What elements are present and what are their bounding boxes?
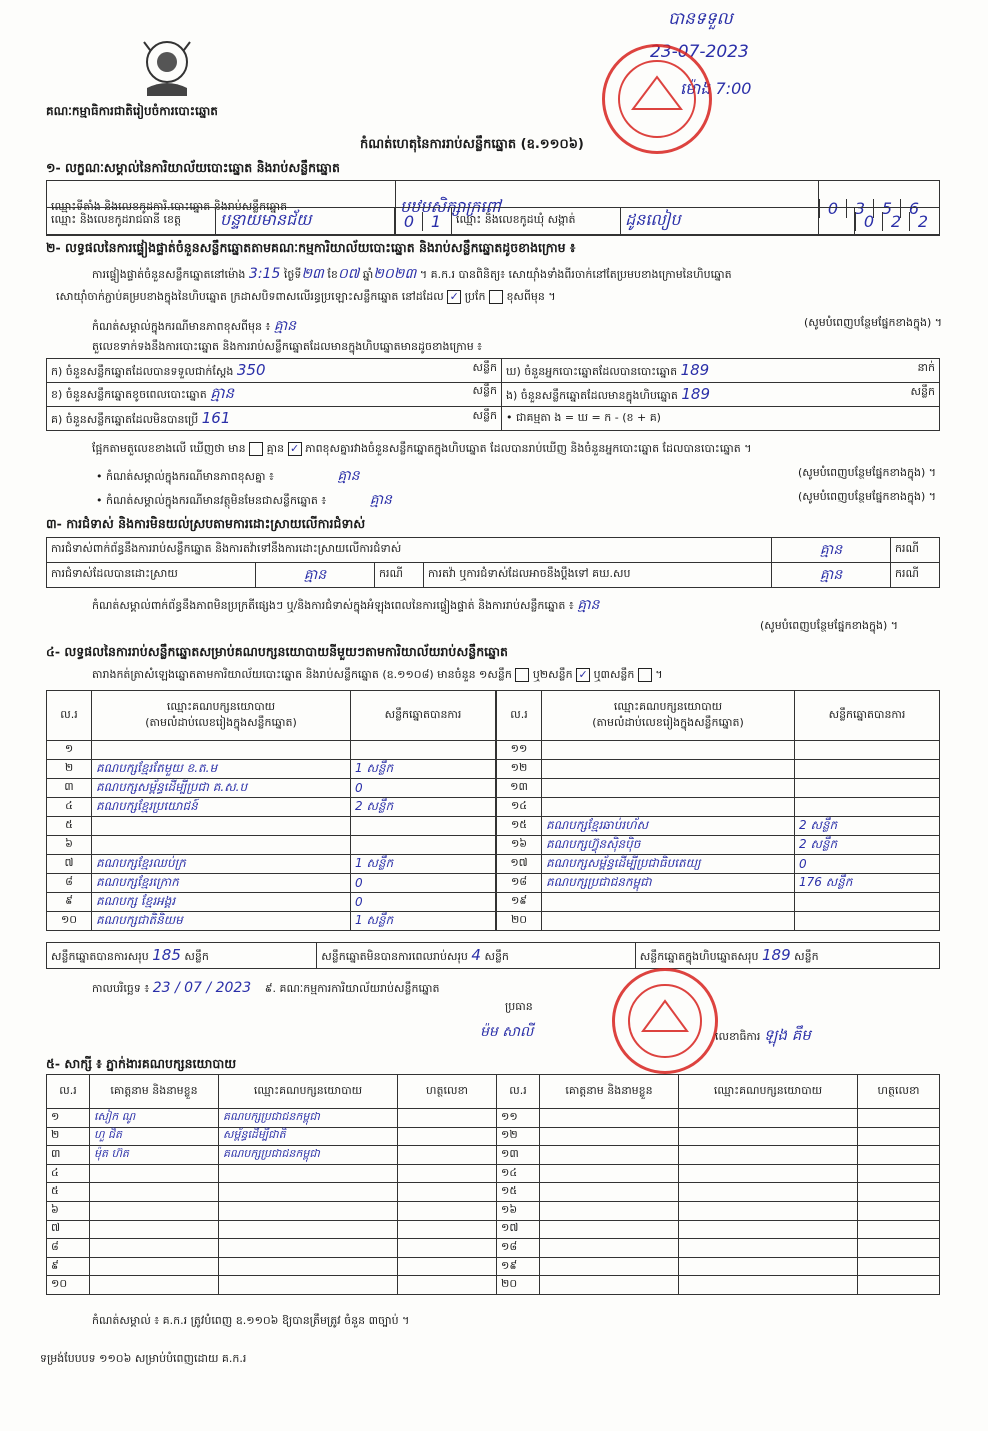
totals-table: [46, 942, 940, 969]
result-row: [47, 817, 496, 836]
result-no: ១: [47, 741, 92, 760]
witness-signature: [858, 1164, 940, 1183]
section5-footnote: កំណត់សម្គាល់ ៖ គ.ក.រ ត្រូវបំពេញ ឧ.១១០៦ ឱ្យបានត្រឹមត្រូវ ចំនួន ៣ច្បាប់ ។: [92, 1314, 410, 1327]
result-no: ៨: [47, 874, 92, 893]
result-row: [47, 912, 496, 931]
result-party: គណបក្សសម្ព័ន្ធដើម្បីប្រជា គ.ស.ប: [92, 779, 351, 798]
result-votes: [795, 779, 940, 798]
witness-signature: [398, 1257, 497, 1276]
result-party: គណបក្សខ្មែរតែមួយ ខ.ត.ម: [92, 760, 351, 779]
count-c: គ) ចំនួនសន្លឹកឆ្នោតដែលមិនបានប្រើ 161 សន្លឹក: [47, 407, 502, 431]
witness-signature: [398, 1109, 497, 1128]
witness-party: [219, 1276, 398, 1295]
witness-name: [540, 1201, 679, 1220]
witness-name: [540, 1257, 679, 1276]
witness-name: [540, 1164, 679, 1183]
witness-no: ១៣: [497, 1146, 540, 1165]
section2-intro: តួលេខទាក់ទងនឹងការបោះឆ្នោត និងការរាប់សន្លឹកឆ្នោតដែលមានក្នុងហិបឆ្នោតមានដូចខាងក្រោម ៖: [92, 340, 483, 353]
witness-party: [679, 1257, 858, 1276]
result-votes: [795, 760, 940, 779]
result-party: គណបក្សសម្ព័ន្ធដើម្បីប្រជាធិបតេយ្យ: [542, 855, 795, 874]
station-value: បឋមសិក្សាក្រពៅ: [396, 181, 819, 236]
result-row: [47, 760, 496, 779]
result-party: [92, 817, 351, 836]
witness-party: [679, 1109, 858, 1128]
total-box: សន្លឹកឆ្នោតក្នុងហិបឆ្នោតសរុប 189 សន្លឹក: [635, 943, 939, 969]
result-party: [542, 912, 795, 931]
result-votes: 1 សន្លឹក: [351, 855, 496, 874]
chair-signature: ម៉ម សាលី: [480, 1024, 534, 1040]
commune-code: 0 2 2: [855, 208, 940, 235]
col-no: ល.រ: [497, 691, 542, 741]
witness-row: [47, 1239, 940, 1258]
witness-signature: [858, 1239, 940, 1258]
objection-row2b-val: គ្មាន: [772, 563, 891, 588]
objection-row2b: ការតវ៉ា ឬការជំទាស់ដែលអាចនឹងប្តឹងទៅ គឃ.សប: [424, 563, 772, 588]
result-party: គណបក្សខ្មែរឆាប់រហ័ស: [542, 817, 795, 836]
result-no: ៦: [47, 836, 92, 855]
witness-party: [219, 1183, 398, 1202]
result-votes: [795, 893, 940, 912]
witness-name: [90, 1164, 219, 1183]
result-row: [497, 893, 940, 912]
witness-no: ១៥: [497, 1183, 540, 1202]
station-label: ឈ្មោះទីតាំង និងលេខកូដការិ.បោះឆ្នោត និងរាប់សន្លឹកឆ្នោត: [47, 181, 396, 236]
witness-no: ១១: [497, 1109, 540, 1128]
result-votes: 1 សន្លឹក: [351, 760, 496, 779]
witness-no: ១: [47, 1109, 90, 1128]
receipt-time: ម៉ោង 7:00: [680, 79, 752, 98]
witness-signature: [398, 1220, 497, 1239]
col-no: ល.រ: [47, 691, 92, 741]
result-votes: [795, 912, 940, 931]
bullet1: • កំណត់សម្គាល់ក្នុងករណីមានភាពខុសគ្នា ៖ គ្មាន (សូមបំពេញបន្ថែមផ្នែកខាងក្នុង) ។: [96, 466, 936, 484]
witness-header: ល.រ គោត្តនាម និងនាមខ្លួន ឈ្មោះគណបក្សនយោបាយ ហត្ថលេខា ល.រ គោត្តនាម និងនាមខ្លួន ឈ្មោះគណបក្សនយោបាយ ហត្ថលេខា: [47, 1075, 940, 1109]
witness-party: [679, 1164, 858, 1183]
official-seal-bottom: [612, 968, 718, 1074]
result-votes: [795, 741, 940, 760]
result-votes: 0: [795, 855, 940, 874]
result-votes: 0: [351, 893, 496, 912]
official-seal-top: [602, 44, 712, 154]
bullet2: • កំណត់សម្គាល់ក្នុងករណីមានវត្ថុមិនមែនជាសន្លឹកឆ្នោត ៖ គ្មាន (សូមបំពេញបន្ថែមផ្នែកខាងក្នុង) ។: [96, 490, 936, 508]
objection-unit3: ករណី: [891, 563, 940, 588]
result-row: [497, 760, 940, 779]
section3-title: ៣- ការជំទាស់ និងការមិនយល់ស្របតាមការដោះស្រាយលើការជំទាស់: [46, 516, 366, 531]
witness-name: [540, 1109, 679, 1128]
witness-no: ២០: [497, 1276, 540, 1295]
witness-no: ៤: [47, 1164, 90, 1183]
witness-party: គណបក្សប្រជាជនកម្ពុជា: [219, 1146, 398, 1165]
result-votes: 2 សន្លឹក: [795, 817, 940, 836]
witness-no: ៣: [47, 1146, 90, 1165]
result-votes: 0: [351, 874, 496, 893]
witness-party: [679, 1239, 858, 1258]
result-no: ៥: [47, 817, 92, 836]
witness-name: [90, 1257, 219, 1276]
section2-note: កំណត់សម្គាល់ក្នុងករណីមានភាពខុសពីមុន ៖ គ្មាន (សូមបំពេញបន្ថែមផ្នែកខាងក្នុង) ។: [92, 316, 942, 334]
result-no: ១២: [497, 760, 542, 779]
witness-no: ១០: [47, 1276, 90, 1295]
witness-row: [47, 1201, 940, 1220]
org-name: គណៈកម្មាធិការជាតិរៀបចំការបោះឆ្នោត: [46, 104, 218, 118]
section2-para2: សោយ៉ាំចាក់ភ្ជាប់គម្របខាងក្នុងនៃហិបឆ្នោត ក្រដាសបិទពាសលើរន្ធប្រឡោះសន្លឹកឆ្នោត នៅដដែល ✓ ប្រកែ ខុសពីមុន ។: [56, 290, 556, 303]
count-e: ង) ចំនួនសន្លឹកឆ្នោតដែលមានក្នុងហិបឆ្នោត 189 សន្លឹក: [502, 383, 940, 407]
counts-table: [46, 358, 940, 431]
witness-name: [90, 1239, 219, 1258]
witness-signature: [858, 1201, 940, 1220]
result-votes: 1 សន្លឹក: [351, 912, 496, 931]
witness-signature: [858, 1183, 940, 1202]
result-party: [92, 741, 351, 760]
section4-intro: តារាងកត់ត្រាសំឡេងឆ្នោតតាមការិយាល័យបោះឆ្នោត និងរាប់សន្លឹកឆ្នោត (ឧ.១១០៨) មានចំនួន ១សន្លឹក ឬ២សន្លឹក ✓ ឬ៣សន្លឹក ។: [92, 668, 663, 681]
witness-no: ៥: [47, 1183, 90, 1202]
witness-signature: [398, 1201, 497, 1220]
result-no: ៤: [47, 798, 92, 817]
section3-fill-back: (សូមបំពេញបន្ថែមផ្នែកខាងក្នុង) ។: [760, 619, 899, 632]
nec-emblem: [140, 38, 194, 102]
witness-signature: [858, 1257, 940, 1276]
witness-no: ១៩: [497, 1257, 540, 1276]
result-party: គណបក្សខ្មែរឈប់ក្រ: [92, 855, 351, 874]
result-votes: [351, 817, 496, 836]
result-row: [47, 874, 496, 893]
witness-signature: [858, 1220, 940, 1239]
result-party: គណបក្សជាតិនិយម: [92, 912, 351, 931]
has-diff-checkbox[interactable]: [249, 442, 263, 456]
result-votes: [351, 836, 496, 855]
witness-name: [540, 1146, 679, 1165]
witness-name: [90, 1201, 219, 1220]
sheets-3-checkbox[interactable]: [638, 668, 652, 682]
witness-party: [219, 1257, 398, 1276]
result-party: [92, 836, 351, 855]
compare-line: ផ្អែកតាមតួលេខខាងលើ ឃើញថា មាន គ្មាន ✓ ភាពខុសគ្នារវាងចំនួនសន្លឹកឆ្នោតក្នុងហិបឆ្នោត ដែលបានរាប់ឃើញ និងចំនួនអ្នកបោះឆ្នោត ដែលបានបោះឆ្នោត ។: [92, 442, 752, 455]
objection-row2a: ការជំទាស់ដែលបានដោះស្រាយ: [47, 563, 256, 588]
witness-name: [540, 1127, 679, 1146]
total-valid: សន្លឹកឆ្នោតបានការសរុប 185 សន្លឹក: [47, 943, 317, 969]
witness-row: [47, 1164, 940, 1183]
result-no: ១៦: [497, 836, 542, 855]
result-no: ៣: [47, 779, 92, 798]
province-value: បន្ទាយមានជ័យ: [216, 208, 395, 235]
witness-signature: [858, 1276, 940, 1295]
witness-signature: [398, 1164, 497, 1183]
witness-row: [47, 1127, 940, 1146]
result-party: [542, 893, 795, 912]
witness-name: [90, 1220, 219, 1239]
sheets-1-checkbox[interactable]: [515, 668, 529, 682]
witness-no: ៩: [47, 1257, 90, 1276]
results-table-right: [496, 690, 940, 931]
section2-para1: ការផ្ទៀងផ្ទាត់ចំនួនសន្លឹកឆ្នោតនៅម៉ោង 3:15 ថ្ងៃទី២៣ ខែ០៧ ឆ្នាំ២០២៣ ។ គ.ក.រ បានពិនិត្យ៖ សោយ៉ាំងទាំងពីរចាក់នៅតែប្រមបខាងក្រោមនៃហិបឆ្នោត: [92, 266, 732, 282]
result-no: ២: [47, 760, 92, 779]
witness-row: [47, 1146, 940, 1165]
result-row: [497, 817, 940, 836]
result-party: គណបក្សហ៊្វុនស៊ិនប៉ិច: [542, 836, 795, 855]
witness-party: [219, 1164, 398, 1183]
witness-no: ១៧: [497, 1220, 540, 1239]
result-no: ១១: [497, 741, 542, 760]
station-code: 0 3 5 6: [819, 181, 940, 236]
witness-signature: [398, 1239, 497, 1258]
objection-table: [46, 537, 940, 588]
result-party: [542, 779, 795, 798]
witness-signature: [398, 1183, 497, 1202]
result-party: [542, 798, 795, 817]
province-label: ឈ្មោះ និងលេខកូដរាជធានី ខេត្ត: [47, 208, 216, 235]
witness-name: ហួ ជិត: [90, 1127, 219, 1146]
result-row: [497, 836, 940, 855]
witness-party: [679, 1220, 858, 1239]
witness-row: [47, 1276, 940, 1295]
result-no: ៧: [47, 855, 92, 874]
commune-value: ដូនលៀប: [621, 208, 855, 235]
col-votes: សន្លឹកឆ្នោតបានការ: [351, 691, 496, 741]
result-row: [47, 798, 496, 817]
result-party: គណបក្សខ្មែរប្រយោជន៍: [92, 798, 351, 817]
receipt-date: 23-07-2023: [650, 42, 749, 62]
result-no: ១៣: [497, 779, 542, 798]
witness-signature: [858, 1109, 940, 1128]
objection-row1: ការជំទាស់ពាក់ព័ន្ធនឹងការរាប់សន្លឹកឆ្នោត និងការតវ៉ាទៅនឹងការដោះស្រាយលើការជំទាស់: [47, 538, 772, 563]
formula: • ជាគម្មតា ង = ឃ = ក - (ខ + គ): [502, 407, 940, 431]
witness-signature: [858, 1146, 940, 1165]
form-title: កំណត់ហេតុនៃការរាប់សន្លឹកឆ្នោត (ឧ.១១០៦): [360, 137, 584, 152]
result-row: [497, 798, 940, 817]
result-row: [497, 912, 940, 931]
result-no: ១៩: [497, 893, 542, 912]
result-row: [497, 779, 940, 798]
witness-no: ១២: [497, 1127, 540, 1146]
witness-party: សម្ព័ន្ធដើម្បីជាតិ: [219, 1127, 398, 1146]
witness-no: ៦: [47, 1201, 90, 1220]
witness-name: [90, 1276, 219, 1295]
secretary-line: លេខាធិការ ឡុង គឹម: [715, 1026, 811, 1044]
witness-party: [219, 1239, 398, 1258]
result-party: [542, 760, 795, 779]
witness-party: គណបក្សប្រជាជនកម្ពុជា: [219, 1109, 398, 1128]
objection-row1-val: គ្មាន: [772, 538, 891, 563]
witness-name: [540, 1183, 679, 1202]
witness-name: [90, 1183, 219, 1202]
result-votes: 2 សន្លឹក: [795, 836, 940, 855]
result-party: គណបក្សខ្មែរក្រោក: [92, 874, 351, 893]
witness-no: ៧: [47, 1220, 90, 1239]
result-row: [47, 893, 496, 912]
date-line: កាលបរិច្ឆេទ ៖ 23 / 07 / 2023 ៩. គណៈកម្មការការិយាល័យរាប់សន្លឹកឆ្នោត: [92, 980, 440, 996]
sheets-2-checkbox[interactable]: ✓: [576, 668, 590, 682]
witness-row: [47, 1183, 940, 1202]
section3-note: កំណត់សម្គាល់ពាក់ព័ន្ធនឹងភាពមិនប្រក្រតីផ្សេងៗ ឬ/និងការជំទាស់ក្នុងអំឡុងពេលនៃការផ្ទៀងផ្ទាត់ និងការរាប់សន្លឹកឆ្នោត ៖ គ្មាន: [92, 597, 600, 613]
witness-no: ២: [47, 1127, 90, 1146]
witness-party: [219, 1201, 398, 1220]
total-invalid: សន្លឹកឆ្នោតមិនបានការពេលរាប់សរុប 4 សន្លឹក: [317, 943, 636, 969]
objection-unit2: ករណី: [375, 563, 424, 588]
receipt-label: បានទទួល: [668, 9, 733, 29]
result-party: គណបក្សប្រជាជនកម្ពុជា: [542, 874, 795, 893]
result-no: ៩: [47, 893, 92, 912]
result-no: ១៧: [497, 855, 542, 874]
chair-label: ប្រធាន: [505, 1000, 533, 1013]
objection-row2a-val: គ្មាន: [256, 563, 375, 588]
result-no: ១៨: [497, 874, 542, 893]
section2-title: ២- លទ្ធផលនៃការផ្ទៀងផ្ទាត់ចំនួនសន្លឹកឆ្នោតតាមគណៈកម្មការិយាល័យបោះឆ្នោត និងរាប់សន្លឹកឆ្នោតដូចខាងក្រោម ៖: [46, 240, 576, 255]
result-votes: [795, 798, 940, 817]
witness-name: [540, 1239, 679, 1258]
witness-no: ១៦: [497, 1201, 540, 1220]
no-diff-checkbox[interactable]: ✓: [288, 442, 302, 456]
witness-row: [47, 1257, 940, 1276]
witness-signature: [398, 1127, 497, 1146]
province-code: 0 1: [395, 208, 452, 235]
result-no: ១៤: [497, 798, 542, 817]
result-row: [497, 874, 940, 893]
result-no: ២០: [497, 912, 542, 931]
result-row: [47, 779, 496, 798]
col-party: ឈ្មោះគណបក្សនយោបាយ (តាមលំដាប់លេខរៀងក្នុងសន្លឹកឆ្នោត): [542, 691, 795, 741]
result-no: ១០: [47, 912, 92, 931]
intact-checkbox[interactable]: ✓: [447, 290, 461, 304]
damaged-checkbox[interactable]: [489, 290, 503, 304]
result-votes: 2 សន្លឹក: [351, 798, 496, 817]
witness-signature: [398, 1146, 497, 1165]
count-d: ឃ) ចំនួនអ្នកបោះឆ្នោតដែលបានបោះឆ្នោត 189 នាក់: [502, 359, 940, 383]
witness-name: សៀក ណូ: [90, 1109, 219, 1128]
section5-title: ៥- សាក្សី ៖ ភ្នាក់ងារគណបក្សនយោបាយ: [46, 1056, 237, 1071]
objection-unit1: ករណី: [891, 538, 940, 563]
result-votes: [351, 741, 496, 760]
witness-party: [219, 1220, 398, 1239]
witness-name: ម៉ុត ហ៊ត: [90, 1146, 219, 1165]
count-a: ក) ចំនួនសន្លឹកឆ្នោតដែលបានទទួលជាក់ស្តែង 350 សន្លឹក: [47, 359, 502, 383]
witness-party: [679, 1127, 858, 1146]
witness-signature: [398, 1276, 497, 1295]
witness-name: [540, 1220, 679, 1239]
result-no: ១៥: [497, 817, 542, 836]
result-votes: 0: [351, 779, 496, 798]
col-party: ឈ្មោះគណបក្សនយោបាយ (តាមលំដាប់លេខរៀងក្នុងសន្លឹកឆ្នោត): [92, 691, 351, 741]
results-table-left: [46, 690, 496, 931]
result-party: គណបក្ស ខ្មែរអង្គរ: [92, 893, 351, 912]
witness-no: ១៨: [497, 1239, 540, 1258]
location-table: [46, 207, 940, 235]
section4-title: ៤- លទ្ធផលនៃការរាប់សន្លឹកឆ្នោតសម្រាប់គណបក្សនយោបាយនីមួយៗតាមការិយាល័យរាប់សន្លឹកឆ្នោត: [46, 644, 508, 659]
count-b: ខ) ចំនួនសន្លឹកឆ្នោតខូចពេលបោះឆ្នោត គ្មាន សន្លឹក: [47, 383, 502, 407]
result-row: [497, 741, 940, 760]
witness-party: [679, 1146, 858, 1165]
witness-no: ៨: [47, 1239, 90, 1258]
commune-label: ឈ្មោះ និងលេខកូដឃុំ សង្កាត់: [452, 208, 621, 235]
witness-party: [679, 1201, 858, 1220]
result-row: [497, 855, 940, 874]
witness-name: [540, 1276, 679, 1295]
witness-no: ១៤: [497, 1164, 540, 1183]
section1-title: ១- លក្ខណៈសម្គាល់នៃការិយាល័យបោះឆ្នោត និងរាប់សន្លឹកឆ្នោត: [46, 160, 340, 175]
witness-party: [679, 1276, 858, 1295]
witness-signature: [858, 1127, 940, 1146]
col-votes: សន្លឹកឆ្នោតបានការ: [795, 691, 940, 741]
form-footer: ទម្រង់បែបបទ ១១០៦ សម្រាប់បំពេញដោយ គ.ក.រ: [40, 1352, 247, 1365]
result-votes: 176 សន្លឹក: [795, 874, 940, 893]
result-row: [47, 741, 496, 760]
result-row: [47, 836, 496, 855]
result-party: [542, 741, 795, 760]
witness-table: [46, 1074, 940, 1295]
witness-row: [47, 1220, 940, 1239]
result-row: [47, 855, 496, 874]
witness-party: [679, 1183, 858, 1202]
witness-row: [47, 1109, 940, 1128]
